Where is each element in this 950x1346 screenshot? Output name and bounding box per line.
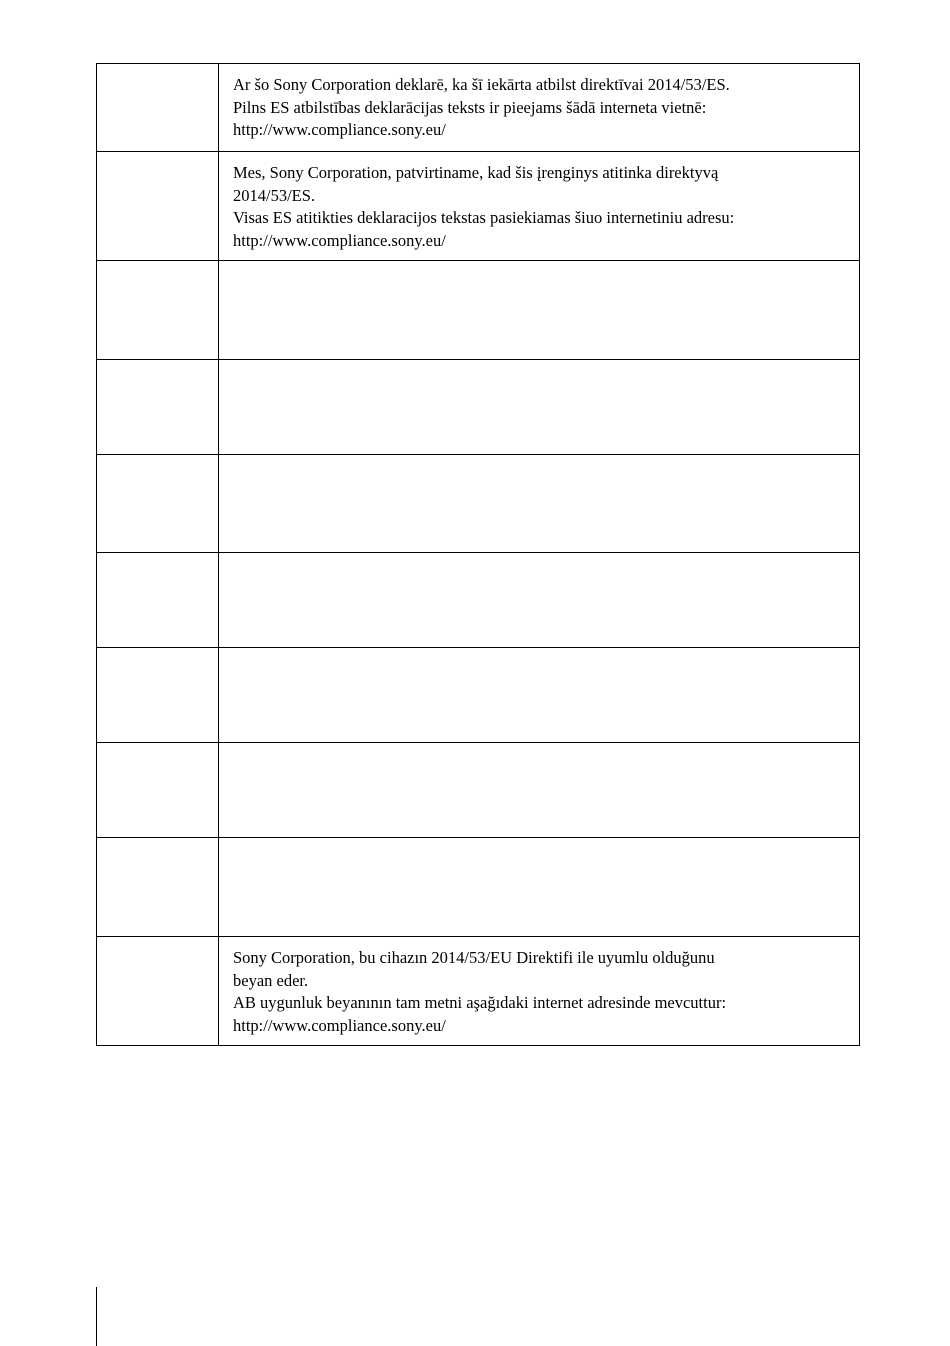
table-row [97,553,860,648]
language-cell [97,553,219,648]
declaration-line: AB uygunluk beyanının tam metni aşağıdaki internet adresinde mevcuttur: [233,993,727,1012]
declaration-text-cell [219,743,860,838]
language-cell [97,64,219,152]
declaration-line: 2014/53/ES. [233,185,316,205]
declaration-text-cell [219,261,860,360]
table-row [97,743,860,838]
declaration-text-cell [219,553,860,648]
declaration-line: Ar šo Sony Corporation deklarē, ka šī iekārta atbilst direktīvai 2014/53/ES. [233,75,730,94]
page-margin-line [96,1287,97,1346]
declaration-url: http://www.compliance.sony.eu/ [233,230,446,250]
declaration-line: Mes, Sony Corporation, patvirtiname, kad šis įrenginys atitinka direktyvą [233,163,719,182]
language-cell [97,152,219,261]
declaration-text-cell [219,937,860,1046]
table-row [97,64,860,152]
table-row [97,261,860,360]
declaration-line: Sony Corporation, bu cihazın 2014/53/EU Direktifi ile uyumlu olduğunu [233,948,715,967]
table-row [97,648,860,743]
declaration-line: beyan eder. [233,970,309,990]
language-cell [97,937,219,1046]
table-row [97,838,860,937]
declaration-text-cell [219,455,860,553]
language-cell [97,648,219,743]
table-row [97,152,860,261]
declaration-line: Pilns ES atbilstības deklarācijas teksts ir pieejams šādā interneta vietnē: [233,97,707,117]
table-row [97,360,860,455]
language-cell [97,261,219,360]
language-cell [97,838,219,937]
language-cell [97,743,219,838]
declaration-text-cell [219,360,860,455]
table-row [97,937,860,1046]
declaration-text-cell [219,64,860,152]
declaration-table [96,63,860,1046]
declaration-text-cell [219,648,860,743]
declaration-url: http://www.compliance.sony.eu/ [233,120,446,139]
declaration-url: http://www.compliance.sony.eu/ [233,1015,446,1035]
language-cell [97,455,219,553]
declaration-text-cell [219,152,860,261]
language-cell [97,360,219,455]
declaration-line: Visas ES atitikties deklaracijos tekstas pasiekiamas šiuo internetiniu adresu: [233,208,735,227]
table-row [97,455,860,553]
declaration-text-cell [219,838,860,937]
